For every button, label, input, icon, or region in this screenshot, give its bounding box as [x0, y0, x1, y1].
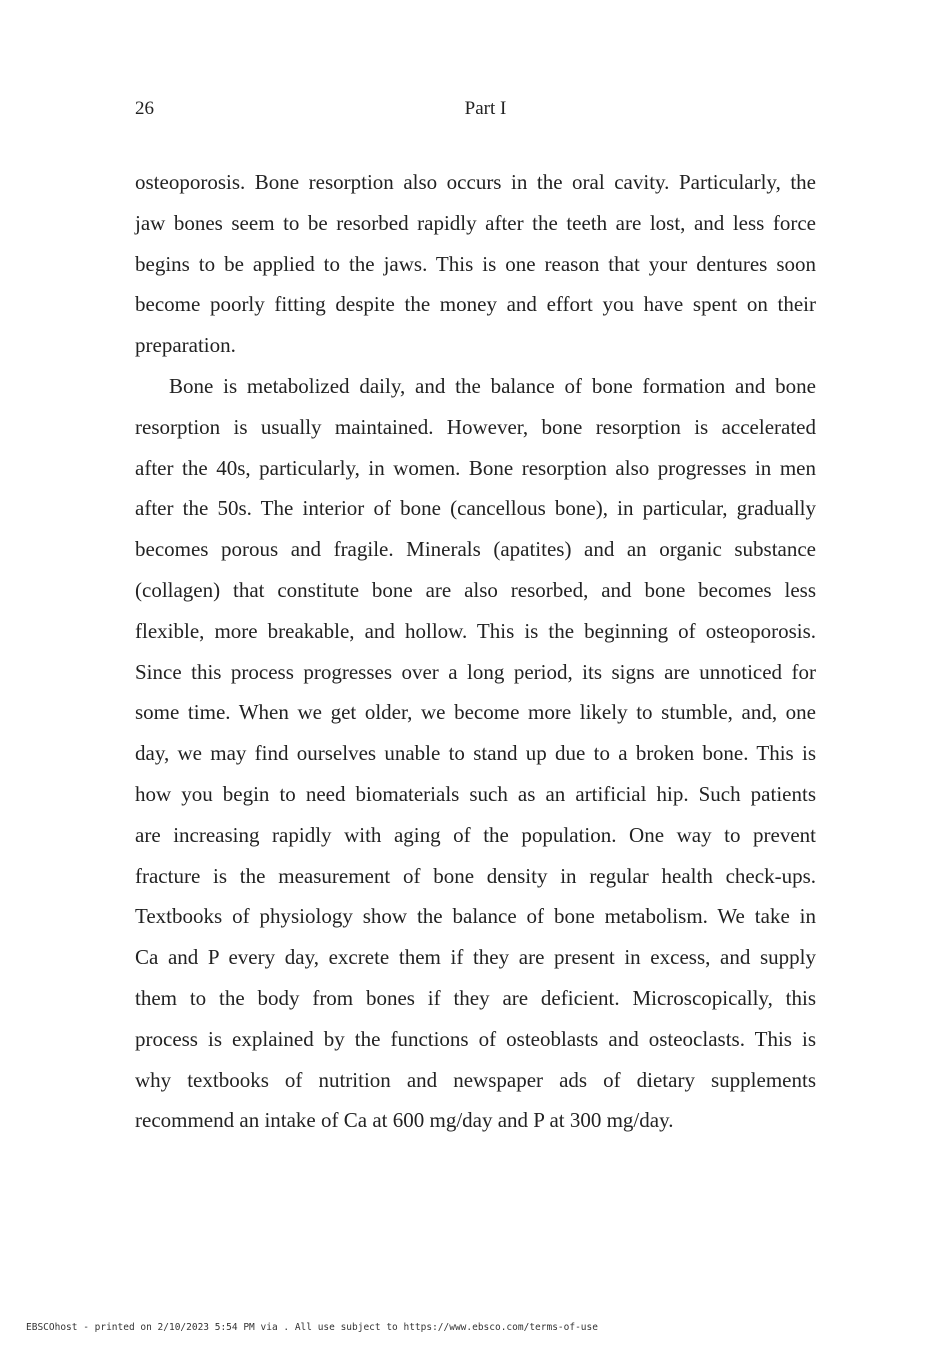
text-line: (collagen) that constitute bone are also resorbed, and bone becomes less: [135, 577, 816, 602]
body-text: [135, 162, 816, 1141]
text-line: become poorly fitting despite the money and effort you have spent on their: [135, 292, 816, 317]
text-line: process is explained by the functions of osteoblasts and osteoclasts. This is: [135, 1026, 816, 1051]
text-line: Since this process progresses over a long period, its signs are unnoticed for: [135, 659, 816, 684]
text-line: are increasing rapidly with aging of the population. One way to prevent: [135, 822, 816, 847]
text-line: some time. When we get older, we become more likely to stumble, and, one: [135, 700, 816, 725]
paragraph: [135, 162, 816, 366]
text-line: after the 40s, particularly, in women. Bone resorption also progresses in men: [135, 455, 816, 480]
print-footer: EBSCOhost - printed on 2/10/2023 5:54 PM via . All use subject to https://www.ebsco.com/terms-of-use: [26, 1322, 598, 1333]
page-number: 26: [135, 98, 154, 119]
text-line: flexible, more breakable, and hollow. This is the beginning of osteoporosis.: [135, 618, 816, 643]
text-line: them to the body from bones if they are deficient. Microscopically, this: [135, 985, 816, 1010]
text-line: becomes porous and fragile. Minerals (apatites) and an organic substance: [135, 537, 816, 562]
text-line: preparation.: [135, 333, 236, 358]
text-line: after the 50s. The interior of bone (cancellous bone), in particular, gradually: [135, 496, 816, 521]
text-line: why textbooks of nutrition and newspaper ads of dietary supplements: [135, 1067, 816, 1092]
running-head: Part I: [464, 98, 507, 119]
text-line: osteoporosis. Bone resorption also occurs in the oral cavity. Particularly, the: [135, 170, 816, 194]
text-line: Ca and P every day, excrete them if they are present in excess, and supply: [135, 945, 816, 970]
text-line: Textbooks of physiology show the balance of bone metabolism. We take in: [135, 904, 816, 929]
text-line: day, we may find ourselves unable to stand up due to a broken bone. This is: [135, 741, 816, 766]
text-line: begins to be applied to the jaws. This is one reason that your dentures soon: [135, 251, 816, 276]
text-line: Bone is metabolized daily, and the balance of bone formation and bone: [169, 373, 816, 398]
text-line: how you begin to need biomaterials such as an artificial hip. Such patients: [135, 781, 816, 806]
text-line: jaw bones seem to be resorbed rapidly after the teeth are lost, and less force: [135, 210, 816, 235]
text-line: resorption is usually maintained. However, bone resorption is accelerated: [135, 414, 816, 439]
paragraph: [135, 366, 816, 1141]
text-line: fracture is the measurement of bone density in regular health check-ups.: [135, 863, 816, 888]
text-line: recommend an intake of Ca at 600 mg/day and P at 300 mg/day.: [135, 1108, 674, 1133]
